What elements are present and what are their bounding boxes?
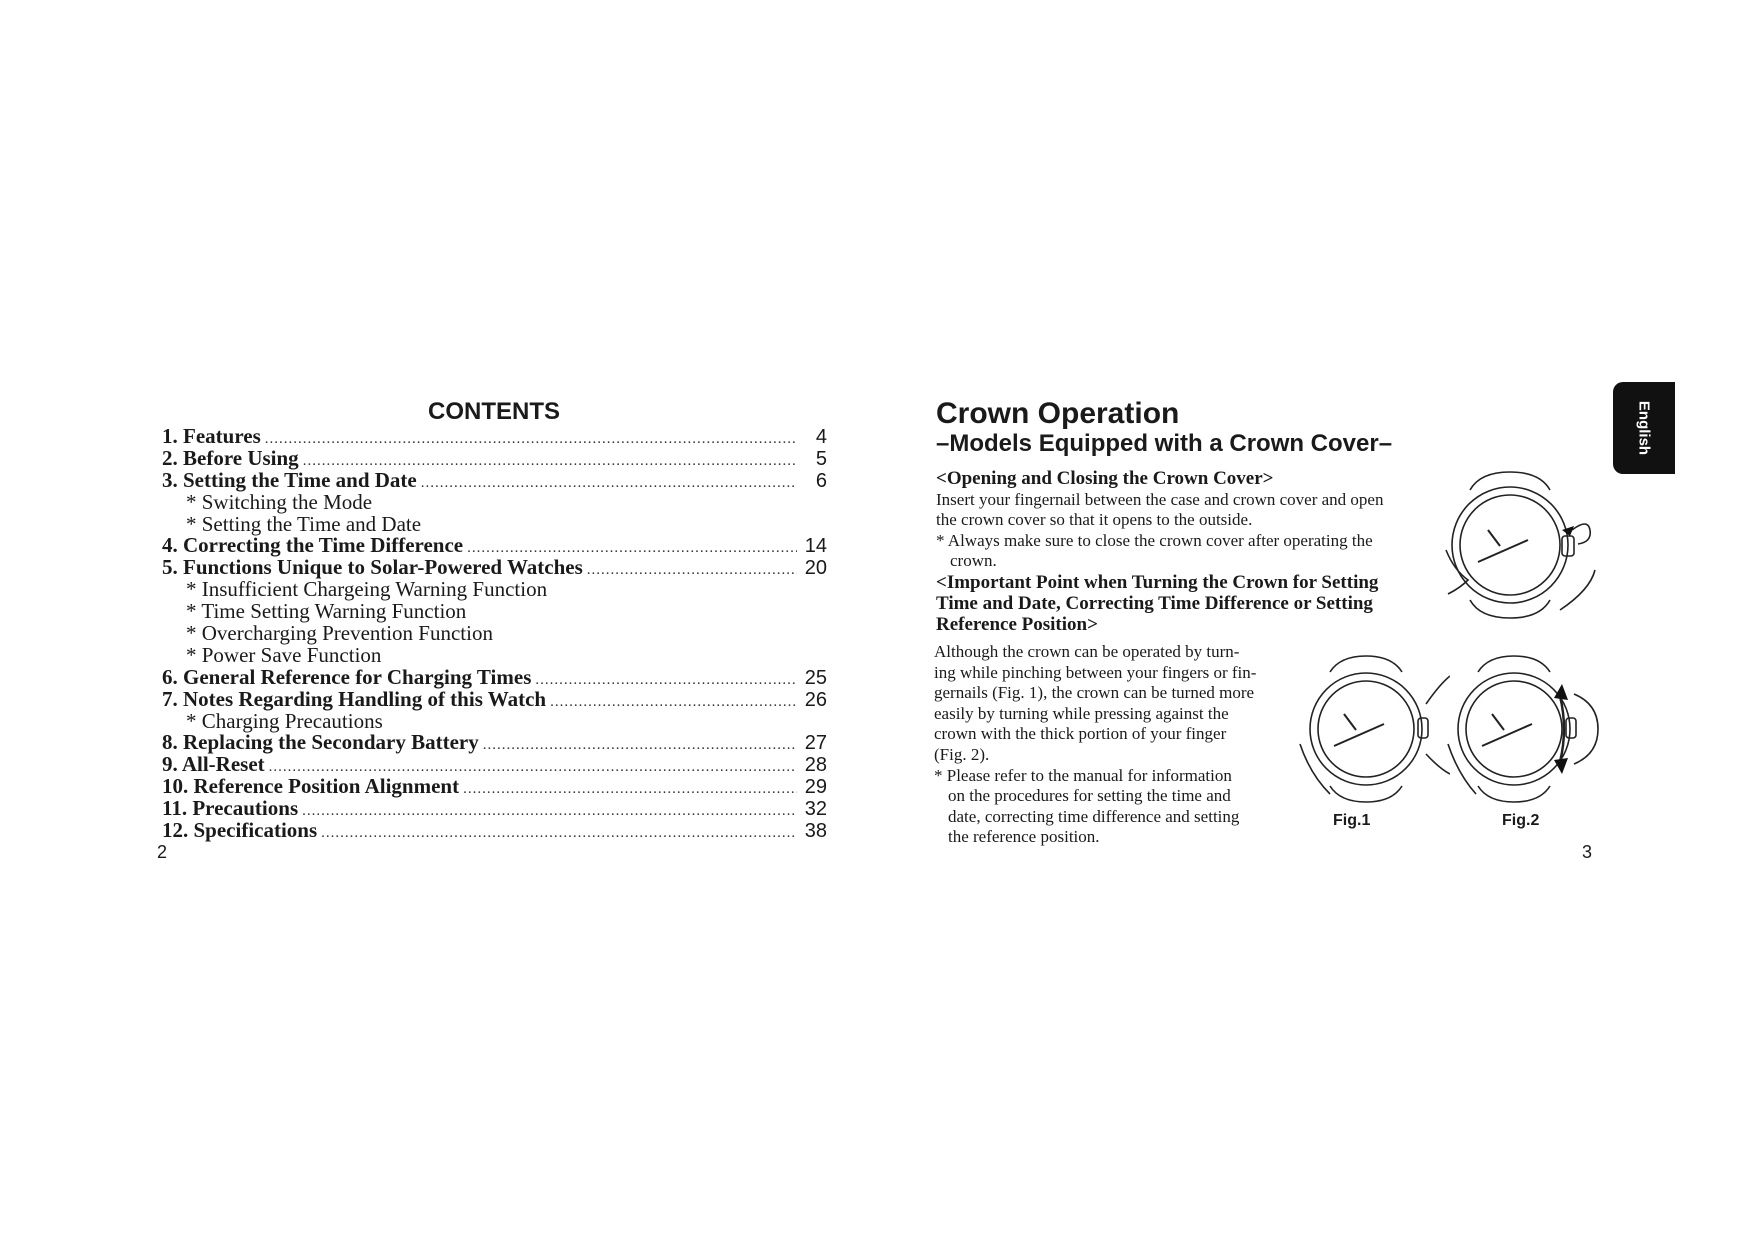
toc-entry-title: 1. Features xyxy=(162,424,261,448)
toc-entry-page: 5 xyxy=(815,447,827,470)
crown-cover-illustration xyxy=(1440,470,1600,620)
toc-leader-dots xyxy=(587,560,797,582)
section2-note-cont: the reference position. xyxy=(948,827,1100,847)
toc-subentry: * Power Save Function xyxy=(186,642,382,667)
contents-title: CONTENTS xyxy=(428,398,560,425)
section-important-body xyxy=(934,642,1279,848)
toc-subentry: * Charging Precautions xyxy=(186,708,383,733)
section2-note-cont: date, correcting time difference and setting xyxy=(948,806,1240,826)
toc-entry xyxy=(162,535,827,557)
toc-entry-page: 14 xyxy=(804,535,827,558)
section2-line: ing while pinching between your fingers or fin- xyxy=(934,662,1257,682)
toc-entry-page: 38 xyxy=(804,820,827,843)
toc-entry xyxy=(162,732,827,754)
toc-entry xyxy=(162,776,827,798)
toc-entry-title: 2. Before Using xyxy=(162,445,299,470)
section2-line: gernails (Fig. 1), the crown can be turned more xyxy=(934,683,1255,703)
section2-heading-line: <Important Point when Turning the Crown for Setting xyxy=(936,572,1379,593)
section1-line: the crown cover so that it opens to the outside. xyxy=(936,510,1253,529)
toc-subentry: * Insufficient Chargeing Warning Function xyxy=(186,577,548,602)
section-opening-closing xyxy=(936,469,1436,572)
toc-entry xyxy=(162,798,827,820)
toc-entry-title: 4. Correcting the Time Difference xyxy=(162,533,464,558)
toc-leader-dots xyxy=(535,670,797,692)
toc-entry-title: 5. Functions Unique to Solar-Powered Watches xyxy=(162,555,583,580)
section1-heading: <Opening and Closing the Crown Cover> xyxy=(936,468,1274,489)
toc-entry-title: 8. Replacing the Secondary Battery xyxy=(162,730,479,755)
section1-note: * Always make sure to close the crown cover after operating the xyxy=(936,530,1373,550)
toc-entry xyxy=(162,426,827,448)
toc-entry-page: 28 xyxy=(804,754,827,777)
section1-line: Insert your fingernail between the case and crown cover and open xyxy=(936,489,1384,509)
toc-entry-title: 11. Precautions xyxy=(162,796,299,821)
toc-entry-title: 10. Reference Position Alignment xyxy=(162,774,460,799)
section1-note-cont: crown. xyxy=(950,551,997,570)
section2-line: crown with the thick portion of your finger xyxy=(934,724,1227,744)
toc-entry-title: 7. Notes Regarding Handling of this Watch xyxy=(162,686,547,711)
toc-entry xyxy=(162,754,827,776)
toc-entry-page: 25 xyxy=(804,666,827,689)
section2-line: (Fig. 2). xyxy=(934,744,990,764)
toc-leader-dots xyxy=(463,779,797,801)
toc-entry-title: 3. Setting the Time and Date xyxy=(162,467,417,492)
section2-heading-line: Time and Date, Correcting Time Difference or Setting xyxy=(936,593,1373,614)
section2-heading-line: Reference Position> xyxy=(936,614,1098,635)
toc-subentry: * Time Setting Warning Function xyxy=(186,599,467,624)
page-number-left: 2 xyxy=(157,842,168,862)
toc-leader-dots xyxy=(483,735,797,757)
toc-leader-dots xyxy=(321,823,797,845)
toc-entry xyxy=(162,664,827,689)
toc-entry xyxy=(162,445,827,470)
toc-entry xyxy=(162,557,827,579)
toc-entry-page: 29 xyxy=(804,776,827,799)
toc-entry-page: 26 xyxy=(804,688,827,711)
toc-leader-dots xyxy=(265,429,797,451)
toc-entry-page: 27 xyxy=(804,732,827,755)
toc-entry xyxy=(162,686,827,711)
toc-entry xyxy=(162,467,827,492)
page-number-right: 3 xyxy=(1582,842,1593,862)
language-tab-label: English xyxy=(1635,400,1653,456)
section-important-heading xyxy=(936,572,1436,635)
toc-entry-page: 20 xyxy=(804,557,827,580)
toc-leader-dots xyxy=(550,692,797,714)
fig1-illustration xyxy=(1290,654,1450,804)
page-title: Crown Operation xyxy=(936,397,1180,430)
section2-note: * Please refer to the manual for information xyxy=(934,765,1232,785)
toc-subentry: * Setting the Time and Date xyxy=(186,511,422,536)
toc-entry xyxy=(162,820,827,842)
table-of-contents xyxy=(162,426,827,842)
section2-line: easily by turning while pressing against the xyxy=(934,703,1229,723)
toc-subentry: * Switching the Mode xyxy=(186,489,373,514)
section2-note-cont: on the procedures for setting the time and xyxy=(948,786,1231,806)
toc-entry-page: 32 xyxy=(804,798,827,821)
toc-entry-title: 12. Specifications xyxy=(162,818,318,843)
fig1-label: Fig.1 xyxy=(1333,812,1371,829)
toc-leader-dots xyxy=(421,473,797,495)
toc-entry-title: 6. General Reference for Charging Times xyxy=(162,664,532,689)
toc-entry-title: 9. All-Reset xyxy=(162,752,265,777)
language-tab xyxy=(1613,382,1675,474)
fig2-label: Fig.2 xyxy=(1502,812,1540,829)
toc-entry-page: 4 xyxy=(815,426,827,448)
toc-subentry: * Overcharging Prevention Function xyxy=(186,621,493,646)
page-subtitle: –Models Equipped with a Crown Cover– xyxy=(936,430,1393,457)
toc-entry-page: 6 xyxy=(815,469,827,492)
fig2-illustration xyxy=(1440,654,1600,804)
toc-leader-dots xyxy=(302,801,797,823)
section2-line: Although the crown can be operated by turn- xyxy=(934,642,1240,661)
